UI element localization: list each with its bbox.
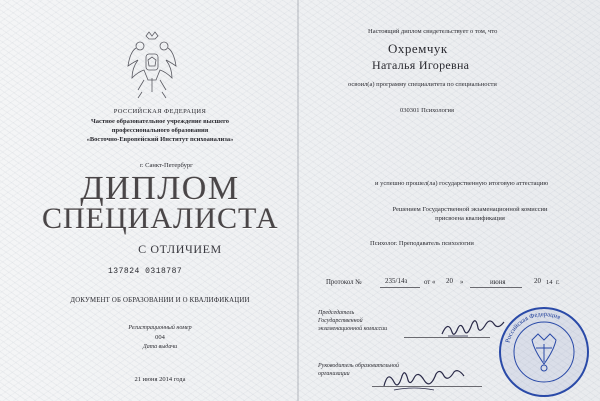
double-headed-eagle-emblem-icon <box>124 30 180 102</box>
page-fold <box>297 0 299 401</box>
protocol-number-underline <box>380 287 420 288</box>
diploma-title-line-2: СПЕЦИАЛИСТА <box>42 202 279 235</box>
protocol-month-underline <box>470 287 522 288</box>
issue-date: 21 июня 2014 года <box>134 376 186 383</box>
qualification: Психолог. Преподаватель психологии <box>370 240 474 247</box>
certification-intro: Настоящий диплом свидетельствует о том, что <box>368 28 498 35</box>
protocol-from-label: от « <box>424 279 436 286</box>
registration-number: 004 <box>155 334 165 341</box>
protocol-day-close: » <box>460 279 464 286</box>
issue-date-label: Дата выдачи <box>142 344 178 350</box>
commission-chair-label: Председатель Государственной экзаменационной комиссии <box>318 310 388 332</box>
protocol-month: июня <box>490 279 506 286</box>
protocol-number: 235/14з <box>385 277 408 285</box>
protocol-year-suffix: 14 <box>546 279 553 286</box>
commission-decision-line-1: Решением Государственной экзаменационной комиссии <box>392 206 548 213</box>
seal-text: Российская Федерация <box>504 310 562 344</box>
institution-line-1: Частное образовательное учреждение высшего <box>90 118 230 125</box>
institution-line-2: профессионального образования <box>111 127 209 134</box>
protocol-label: Протокол № <box>326 279 362 286</box>
organization-head-label: Руководитель образовательной организации <box>318 363 400 377</box>
final-attestation: и успешно прошел(ла) государственную итоговую аттестацию <box>375 180 549 187</box>
city: г. Санкт-Петербург <box>140 162 193 169</box>
protocol-day: 20 <box>446 277 453 285</box>
round-seal-stamp-icon <box>496 304 592 400</box>
graduate-given-names: Наталья Игоревна <box>372 58 470 72</box>
graduate-surname: Охремчук <box>388 41 448 56</box>
institution-line-3: «Восточно-Европейский Институт психоанализа» <box>86 136 234 143</box>
registration-label: Регистрационный номер <box>128 325 192 331</box>
serial-number: 137824 0318787 <box>108 267 183 276</box>
commission-decision-line-2: присвоена квалификация <box>435 215 505 222</box>
head-signature <box>380 364 480 394</box>
specialty: 030301 Психология <box>400 107 454 114</box>
honors-label: С ОТЛИЧИЕМ <box>138 242 222 256</box>
document-type: ДОКУМЕНТ ОБ ОБРАЗОВАНИИ И О КВАЛИФИКАЦИИ <box>70 297 250 304</box>
protocol-year-word: г. <box>556 279 560 286</box>
protocol-year-prefix: 20 <box>534 277 541 285</box>
country-name: РОССИЙСКАЯ ФЕДЕРАЦИЯ <box>113 108 207 115</box>
program-basis: освоил(а) программу специалитета по специальности <box>348 81 497 88</box>
diploma-title-line-1: ДИПЛОМ <box>80 170 240 207</box>
